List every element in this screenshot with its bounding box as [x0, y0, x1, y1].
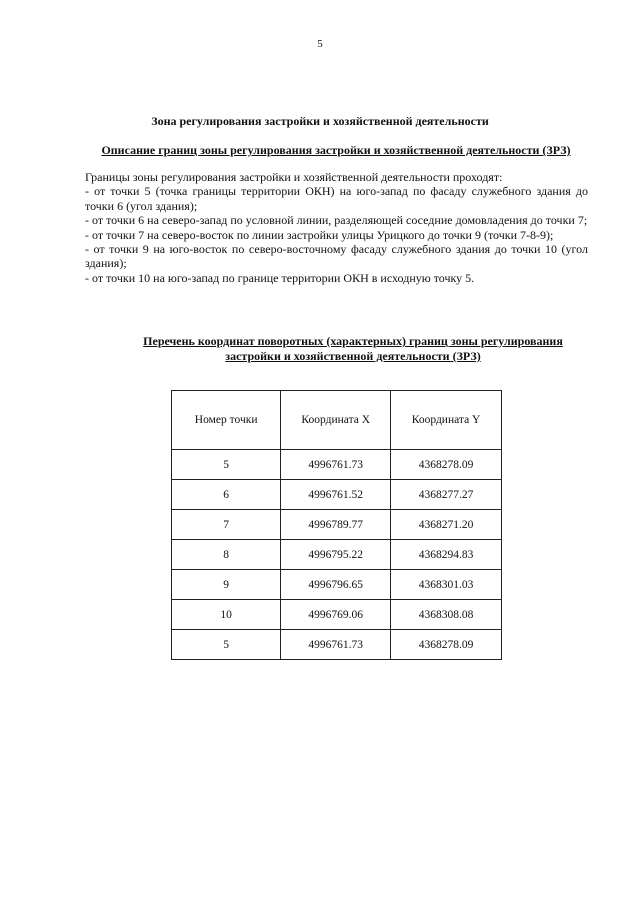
- cell-coordinate-y: 4368278.09: [391, 450, 502, 480]
- zone-title: Зона регулирования застройки и хозяйственной деятельности: [151, 114, 489, 128]
- table-row: [172, 540, 502, 570]
- cell-point-number: 7: [172, 510, 281, 540]
- header-coordinate-y: Координата Y: [391, 391, 502, 450]
- table-row: [172, 600, 502, 630]
- table-row: [172, 570, 502, 600]
- cell-point-number: 5: [172, 630, 281, 660]
- cell-coordinate-y: 4368308.08: [391, 600, 502, 630]
- coordinates-list-title: [118, 334, 588, 364]
- cell-coordinate-x: 4996761.73: [281, 450, 391, 480]
- coordinates-list-title-line1: Перечень координат поворотных (характерных) границ зоны регулирования: [143, 334, 563, 348]
- cell-coordinate-x: 4996789.77: [281, 510, 391, 540]
- cell-coordinate-y: 4368271.20: [391, 510, 502, 540]
- cell-point-number: 10: [172, 600, 281, 630]
- cell-coordinate-x: 4996796.65: [281, 570, 391, 600]
- table-row: [172, 510, 502, 540]
- cell-coordinate-y: 4368278.09: [391, 630, 502, 660]
- cell-coordinate-x: 4996795.22: [281, 540, 391, 570]
- description-line: - от точки 10 на юго-запад по границе территории ОКН в исходную точку 5.: [85, 270, 475, 285]
- table-header-row: [172, 391, 502, 450]
- cell-coordinate-y: 4368277.27: [391, 480, 502, 510]
- cell-coordinate-x: 4996761.73: [281, 630, 391, 660]
- cell-coordinate-y: 4368294.83: [391, 540, 502, 570]
- description-line: Границы зоны регулирования застройки и хозяйственной деятельности проходят:: [85, 170, 503, 184]
- page-number: 5: [317, 38, 323, 50]
- table-row: [172, 630, 502, 660]
- cell-point-number: 8: [172, 540, 281, 570]
- table-row: [172, 450, 502, 480]
- description-line: - от точки 6 на северо-запад по условной линии, разделяющей соседние домовладения до точки 7;: [85, 213, 588, 228]
- cell-coordinate-y: 4368301.03: [391, 570, 502, 600]
- cell-coordinate-x: 4996761.52: [281, 480, 391, 510]
- table-row: [172, 480, 502, 510]
- cell-point-number: 9: [172, 570, 281, 600]
- coordinates-list-title-line2: застройки и хозяйственной деятельности (ЗРЗ): [225, 349, 481, 363]
- cell-point-number: 5: [172, 450, 281, 480]
- description-title: Описание границ зоны регулирования застройки и хозяйственной деятельности (ЗРЗ): [101, 143, 571, 157]
- header-coordinate-x: Координата X: [281, 391, 391, 450]
- cell-coordinate-x: 4996769.06: [281, 600, 391, 630]
- description-line: - от точки 5 (точка границы территории ОКН) на юго-запад по фасаду служебного здания до точки 6 (угол здания);: [85, 184, 588, 213]
- cell-point-number: 6: [172, 480, 281, 510]
- description-line: - от точки 7 на северо-восток по линии застройки улицы Урицкого до точки 9 (точки 7-8-9);: [85, 227, 554, 242]
- coordinates-table: [171, 390, 502, 660]
- description-line: - от точки 9 на юго-восток по северо-восточному фасаду служебного здания до точки 10 (угол здания);: [85, 242, 588, 271]
- description-body: [85, 170, 588, 285]
- header-point-number: Номер точки: [172, 391, 281, 450]
